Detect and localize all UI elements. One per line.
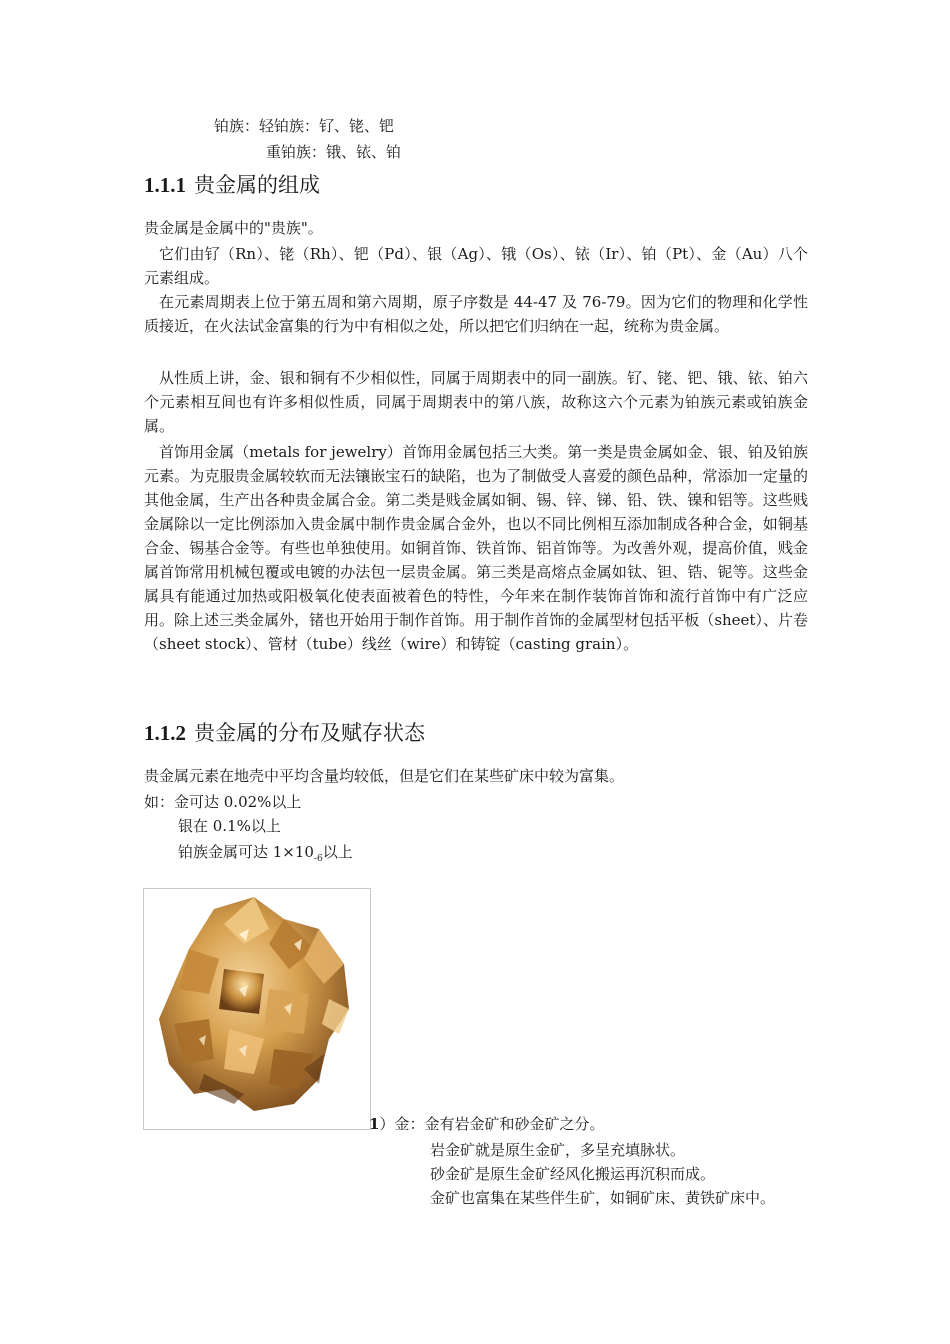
gold-line-3: 砂金矿是原生金矿经风化搬运再沉积而成。 <box>430 1165 716 1183</box>
gold-label-text: ）金： <box>379 1115 425 1133</box>
section-2-title: 贵金属的分布及赋存状态 <box>194 721 425 745</box>
gold-label <box>369 1112 604 1136</box>
section-1-paragraph-2: 在元素周期表上位于第五周和第六周期，原子序数是 44-47 及 76-79。因为它们的物理和化学性质接近，在火法试金富集的行为中有相似之处，所以把它们归纳在一起，统称为贵金属。 <box>144 293 808 335</box>
section-2-heading <box>144 718 425 748</box>
example-gold: 如：金可达 0.02%以上 <box>144 793 302 811</box>
section-1-title: 贵金属的组成 <box>194 173 320 197</box>
gold-line-1: 金有岩金矿和砂金矿之分。 <box>424 1115 605 1133</box>
section-1-intro: 贵金属是金属中的"贵族"。 <box>144 219 323 237</box>
platinum-group-line-2: 重铂族：锇、铱、铂 <box>266 143 402 161</box>
gold-line-4: 金矿也富集在某些伴生矿，如铜矿床、黄铁矿床中。 <box>430 1189 776 1207</box>
exponent: -6 <box>313 854 323 864</box>
gold-line-2: 岩金矿就是原生金矿，多呈充填脉状。 <box>430 1141 686 1159</box>
section-1-paragraph-1: 它们由钌（Rn）、铑（Rh）、钯（Pd）、银（Ag）、锇（Os）、铱（Ir）、铂（Pt）、金（Au）八个元素组成。 <box>144 245 808 287</box>
gold-nugget-image <box>143 888 371 1130</box>
gold-label-number: 1 <box>369 1115 380 1133</box>
section-2-number: 1.1.2 <box>144 721 186 745</box>
section-1-paragraph-4: 首饰用金属（metals for jewelry）首饰用金属包括三大类。第一类是贵金属如金、银、铂及铂族元素。为克服贵金属较软而无法镶嵌宝石的缺陷，也为了制做受人喜爱的颜色品种，常添加一定量的其他金属，生产出各种贵金属合金。第二类是贱金属如铜、锡、锌、锑、铅、铁、镍和铝等。这些贱金属除以一定比例添加入贵金属中制作贵金属合金外，也以不同比例相互添加制成各种合金，如铜基合金、锡基合金等。有些也单独使用。如铜首饰、铁首饰、铝首饰等。为改善外观，提高价值，贱金属首饰常用机械包覆或电镀的办法包一层贵金属。第三类是高熔点金属如钛、钽、锆、铌等。这些金属具有能通过加热或阳极氧化使表面被着色的特性，今年来在制作装饰首饰和流行首饰中有广泛应用。除上述三类金属外，锗也开始用于制作首饰。用于制作首饰的金属型材包括平板（sheet）、片卷（sheet stock）、管材（tube）线丝（wire）和铸锭（casting grain）。 <box>144 443 808 653</box>
section-2-intro: 贵金属元素在地壳中平均含量均较低，但是它们在某些矿床中较为富集。 <box>144 767 625 785</box>
example-platinum: 铂族金属可达 $1\times 10_{-6}$以上 <box>178 843 353 864</box>
gold-nugget-illustration <box>144 889 370 1129</box>
platinum-group-line-1: 铂族：轻铂族：钌、铑、钯 <box>214 117 395 135</box>
example-silver: 银在 0.1%以上 <box>178 817 281 835</box>
section-1-heading <box>144 170 320 200</box>
section-1-number: 1.1.1 <box>144 173 186 197</box>
section-1-paragraph-3: 从性质上讲，金、银和铜有不少相似性，同属于周期表中的同一副族。钌、铑、钯、锇、铱、铂六个元素相互间也有许多相似性质，同属于周期表中的第八族，故称这六个元素为铂族元素或铂族金属。 <box>144 369 808 435</box>
